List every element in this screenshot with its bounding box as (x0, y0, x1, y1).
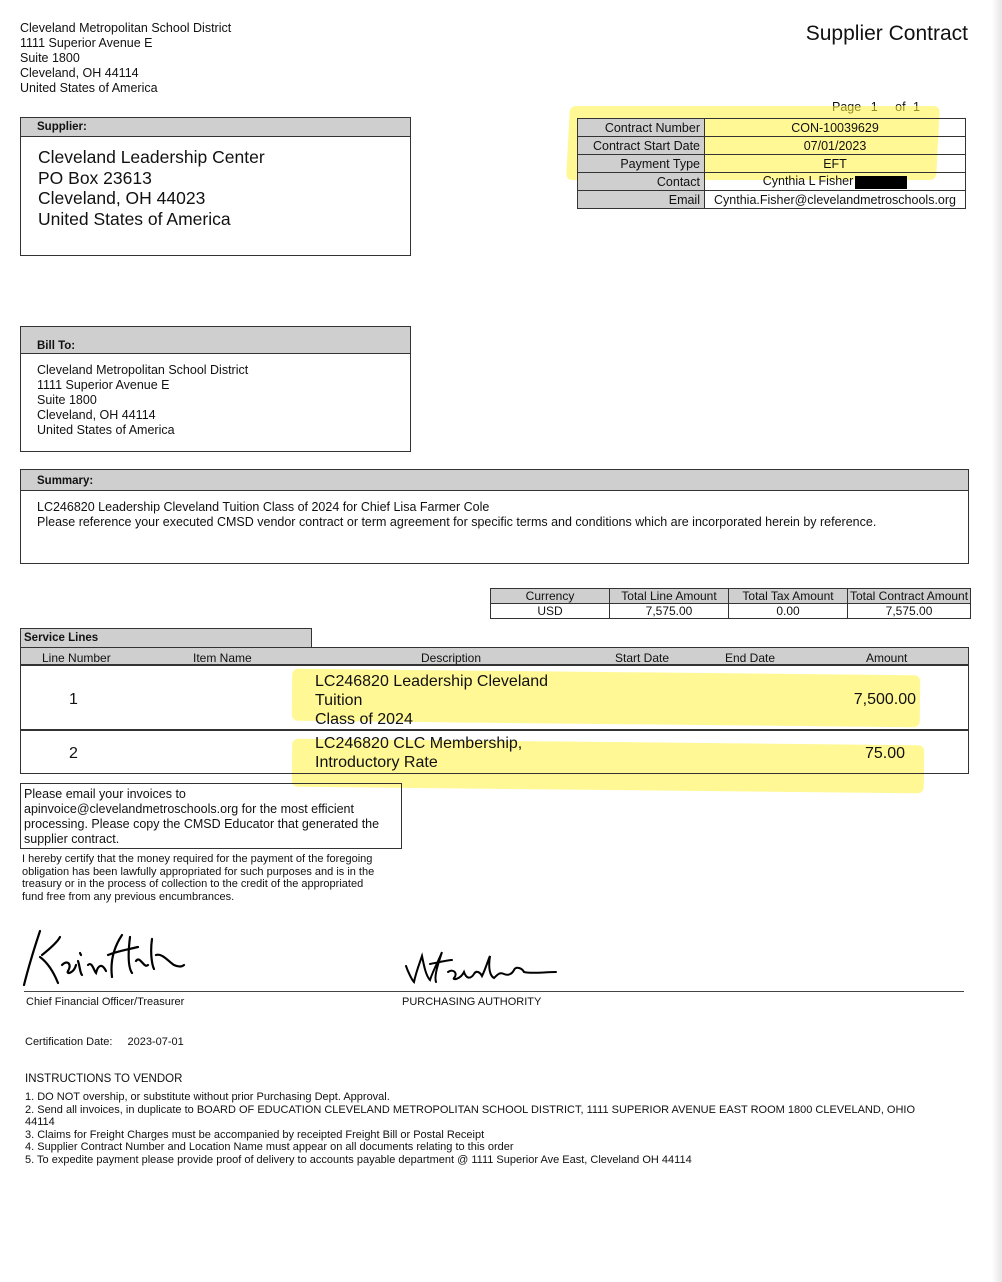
line-description (315, 734, 522, 772)
supplier-title: Supplier: (21, 118, 410, 137)
purchasing-signature (400, 942, 560, 988)
summary-title: Summary: (21, 470, 968, 491)
description-line: LC246820 CLC Membership, (315, 735, 523, 752)
line-number: 1 (69, 691, 78, 708)
district-country: United States of America (20, 81, 158, 95)
supplier-po-box: PO Box 23613 (38, 167, 152, 188)
contact-label: Contact (578, 173, 705, 191)
total-line-amount-header: Total Line Amount (610, 589, 729, 604)
certify-line: I hereby certify that the money required for the payment of the foregoing (22, 853, 373, 865)
certification-date-value: 2023-07-01 (127, 1036, 184, 1048)
bill-to-city: Cleveland, OH 44114 (37, 408, 156, 422)
email-value: Cynthia.Fisher@clevelandmetroschools.org (705, 191, 966, 209)
description-header: Description (421, 651, 482, 665)
bill-to-box (20, 326, 411, 452)
certify-line: treasury or in the process of collection to the credit of the appropriated (22, 878, 364, 890)
payment-type-label: Payment Type (578, 155, 705, 173)
end-date-header: End Date (725, 651, 776, 665)
contract-start-date-value: 07/01/2023 (705, 137, 966, 155)
bill-to-name: Cleveland Metropolitan School District (37, 363, 249, 377)
total-line-amount-value: 7,575.00 (610, 604, 729, 619)
cfo-signature (18, 925, 188, 991)
total-tax-amount-value: 0.00 (729, 604, 848, 619)
instruction-item: 4. Supplier Contract Number and Location Name must appear on all documents relating to this order (25, 1141, 514, 1153)
line-number-header: Line Number (42, 651, 111, 665)
line-amount: 7,500.00 (853, 691, 916, 708)
bill-to-country: United States of America (37, 423, 175, 437)
service-lines-header (20, 647, 969, 665)
invoice-note-line: Please email your invoices to (24, 787, 186, 801)
contract-row (578, 191, 966, 209)
instruction-item: 3. Claims for Freight Charges must be accompanied by receipted Freight Bill or Postal Receipt (25, 1128, 485, 1141)
instruction-item: 1. DO NOT overship, or substitute without prior Purchasing Dept. Approval. (25, 1091, 390, 1103)
instructions-title: INSTRUCTIONS TO VENDOR (25, 1073, 183, 1085)
totals-header-row (491, 589, 971, 604)
contract-number-value: CON-10039629 (705, 119, 966, 137)
summary-box (20, 469, 969, 564)
district-city: Cleveland, OH 44114 (20, 66, 139, 80)
signature-line (24, 991, 964, 992)
total-contract-amount-header: Total Contract Amount (848, 589, 971, 604)
instruction-item: 44114 (25, 1116, 55, 1128)
bill-to-street: 1111 Superior Avenue E (37, 378, 170, 392)
total-contract-amount-value: 7,575.00 (848, 604, 971, 619)
service-line-row (20, 665, 969, 731)
payment-type-value: EFT (705, 155, 966, 173)
instruction-item: 2. Send all invoices, in duplicate to BOARD OF EDUCATION CLEVELAND METROPOLITAN SCHOOL DISTRICT, 1111 SUPERIOR AVENUE EAST ROOM 1800 CLEVELAND, OHIO (25, 1103, 916, 1116)
certification-text (22, 853, 374, 903)
certify-line: fund free from any previous encumbrances. (22, 890, 235, 903)
totals-value-row (491, 604, 971, 619)
line-number: 2 (69, 745, 78, 762)
invoice-note-line: apinvoice@clevelandmetroschools.org for the most efficient (24, 802, 354, 816)
description-line: Introductory Rate (315, 754, 438, 771)
contract-row (578, 119, 966, 137)
line-amount: 75.00 (864, 745, 905, 762)
purchasing-authority-label: PURCHASING AUTHORITY (402, 996, 542, 1008)
description-line: Class of 2024 (315, 711, 413, 728)
district-address (20, 21, 231, 96)
currency-header: Currency (491, 589, 610, 604)
email-label: Email (578, 191, 705, 209)
invoice-note-line: processing. Please copy the CMSD Educator that generated the (24, 817, 380, 831)
service-lines-title: Service Lines (20, 628, 312, 647)
certification-date-row (25, 1036, 184, 1049)
invoice-note-box (20, 783, 402, 849)
supplier-name: Cleveland Leadership Center (38, 147, 265, 167)
service-line-row (20, 729, 969, 774)
instruction-item: 5. To expedite payment please provide proof of delivery to accounts payable department @ 1111 Superior Ave East, Cleveland OH 44114 (25, 1153, 692, 1166)
description-line: Tuition (315, 692, 363, 709)
invoice-note-line: supplier contract. (24, 832, 120, 846)
scan-edge (992, 0, 1002, 1282)
cfo-label: Chief Financial Officer/Treasurer (26, 996, 185, 1008)
summary-line-1: LC246820 Leadership Cleveland Tuition Class of 2024 for Chief Lisa Farmer Cole (37, 500, 490, 514)
supplier-city: Cleveland, OH 44023 (38, 188, 206, 208)
amount-header: Amount (866, 651, 908, 665)
description-line: LC246820 Leadership Cleveland (315, 673, 549, 690)
contact-value: Cynthia L Fisher (762, 174, 854, 189)
instructions-list (25, 1091, 970, 1166)
summary-line-2: Please reference your executed CMSD vendor contract or term agreement for specific terms and conditions which are incorporated herein by reference. (37, 515, 877, 529)
start-date-header: Start Date (615, 651, 670, 665)
currency-value: USD (491, 604, 610, 619)
certification-date-label: Certification Date: (25, 1036, 113, 1048)
contract-row (578, 137, 966, 155)
contract-start-date-label: Contract Start Date (578, 137, 705, 155)
bill-to-suite: Suite 1800 (37, 393, 97, 407)
district-name: Cleveland Metropolitan School District (20, 21, 232, 35)
bill-to-title: Bill To: (21, 327, 410, 354)
contract-info-table (577, 118, 966, 209)
contract-row (578, 155, 966, 173)
item-name-header: Item Name (193, 651, 252, 665)
supplier-country: United States of America (38, 208, 231, 229)
contract-row (578, 173, 966, 191)
contact-value-cell (705, 173, 966, 191)
document-title: Supplier Contract (805, 22, 968, 45)
district-suite: Suite 1800 (20, 51, 80, 65)
line-description (315, 672, 548, 729)
certify-line: obligation has been lawfully appropriated for such purposes and is in the (22, 865, 375, 878)
supplier-box (20, 117, 411, 256)
redaction-bar (855, 176, 907, 189)
district-street: 1111 Superior Avenue E (20, 36, 153, 50)
contract-number-label: Contract Number (578, 119, 705, 137)
totals-table (490, 588, 971, 619)
total-tax-amount-header: Total Tax Amount (729, 589, 848, 604)
